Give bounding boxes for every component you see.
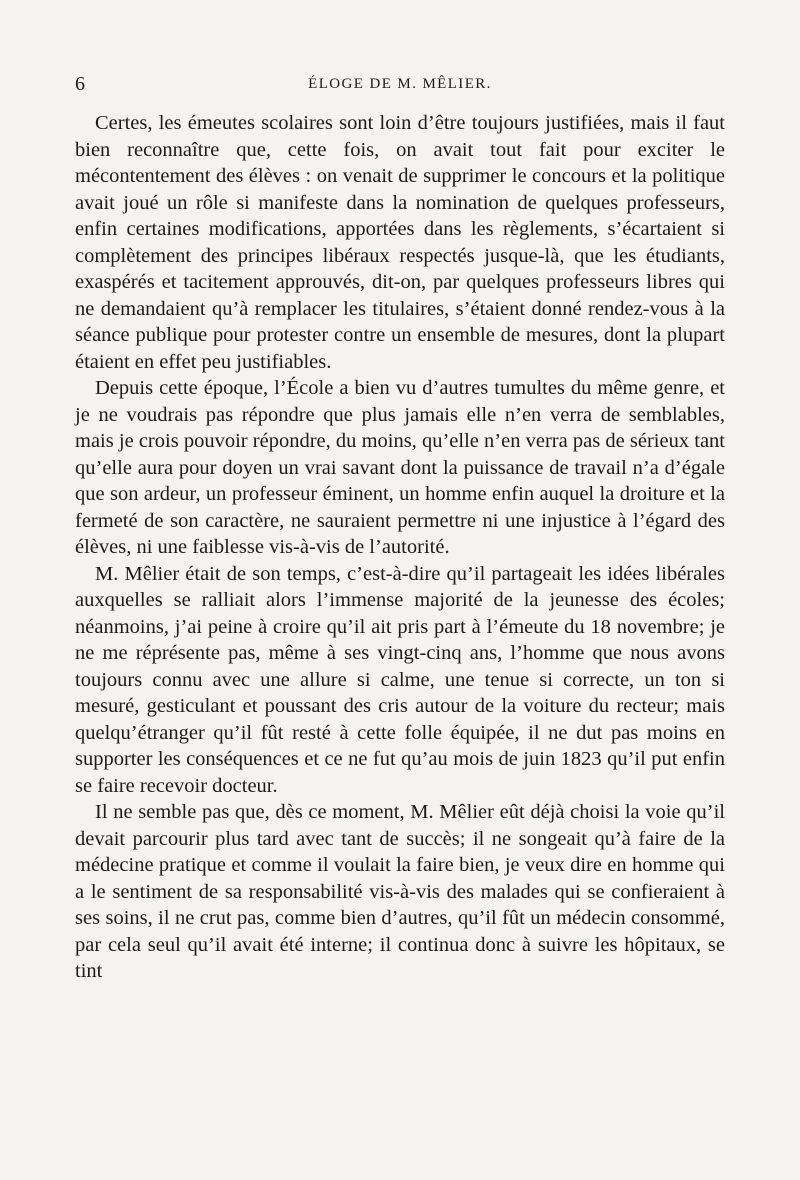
paragraph: Il ne semble pas que, dès ce moment, M. Mêlier eût déjà choisi la voie qu’il devait parcourir plus tard avec tant de succès; il ne songeait qu’à faire de la médecine pratique et comme il voulait la faire bien, je veux dire en homme qui a le sentiment de sa responsabilité vis-à-vis des malades qui se confieraient à ses soins, il ne crut pas, comme bien d’autres, qu’il fût un médecin consommé, par cela seul qu’il avait été interne; il continua donc à suivre les hôpitaux, se tint [75, 801, 725, 982]
paragraph: M. Mêlier était de son temps, c’est-à-dire qu’il partageait les idées libérales auxquelles se ralliait alors l’immense majorité de la jeunesse des écoles; néanmoins, j’ai peine à croire qu’il ait pris part à l’émeute du 18 novembre; je ne me réprésente pas, même à ses vingt-cinq ans, l’homme que nous avons toujours connu avec une allure si calme, une tenue si correcte, un ton si mesuré, gesticulant et poussant des cris autour de la voiture du recteur; mais quelqu’étranger qu’il fût resté à cette folle équipée, il ne dut pas moins en supporter les conséquences et ce ne fut qu’au mois de juin 1823 qu’il put enfin se faire recevoir docteur. [75, 562, 725, 797]
paragraph: Depuis cette époque, l’École a bien vu d’autres tumultes du même genre, et je ne voudrais pas répondre que plus jamais elle n’en verra de semblables, mais je crois pouvoir répondre, du moins, qu’elle n’en verra pas de sérieux tant qu’elle aura pour doyen un vrai savant dont la puissance de travail n’a d’égale que son ardeur, un professeur éminent, un homme enfin auquel la droiture et la fermeté de son caractère, ne sauraient permettre ni une injustice à l’égard des élèves, ni une faiblesse vis-à-vis de l’autorité. [75, 377, 725, 558]
page-header [75, 72, 725, 96]
page-number: 6 [75, 73, 85, 95]
paragraph: Certes, les émeutes scolaires sont loin d’être toujours justifiées, mais il faut bien reconnaître que, cette fois, on avait tout fait pour exciter le mécontentement des élèves : on venait de supprimer le concours et la politique avait joué un rôle si manifeste dans la nomination de quelques professeurs, enfin certaines modifications, apportées dans les règlements, s’écartaient si complètement des principes libéraux respectés jusque-là, que les étudiants, exaspérés et tacitement approuvés, dit-on, par quelques professeurs libres qui ne demandaient qu’à remplacer les titulaires, s’étaient donné rendez-vous à la séance publique pour protester contre un ensemble de mesures, dont la plupart étaient en effet peu justifiables. [75, 112, 725, 373]
running-title: ÉLOGE DE M. MÊLIER. [308, 76, 492, 92]
body-text [75, 110, 725, 985]
